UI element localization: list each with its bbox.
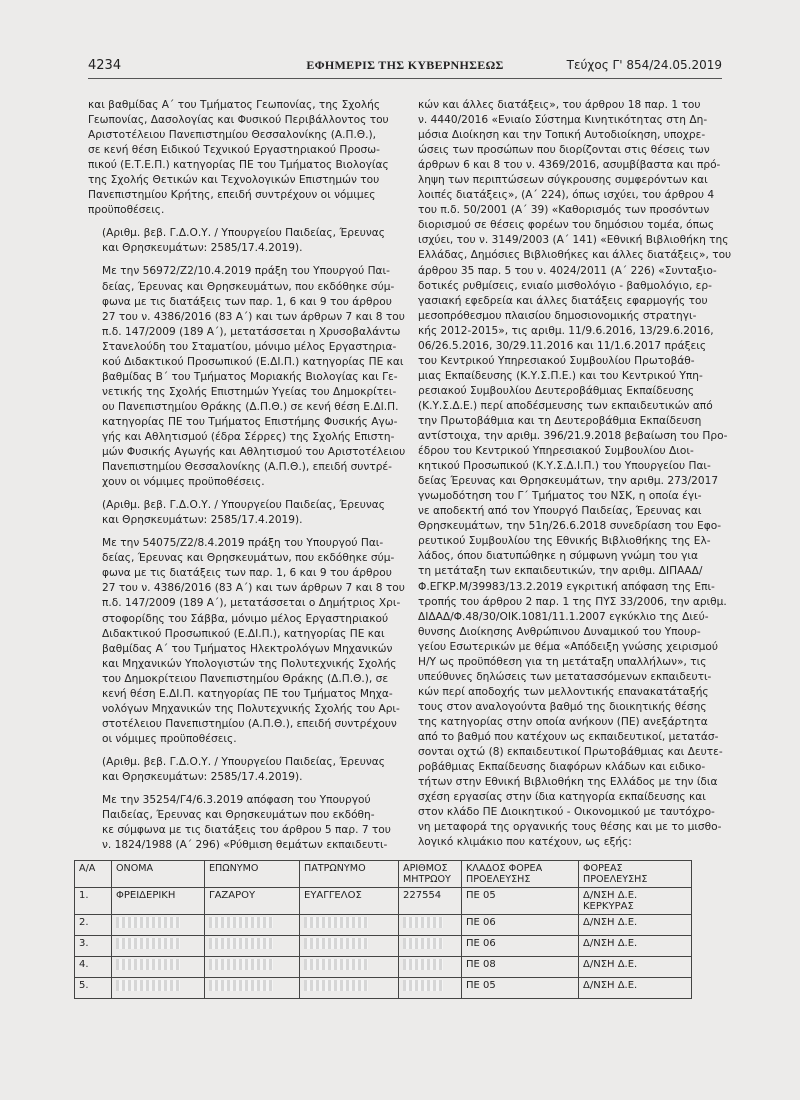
personnel-table <box>74 860 692 999</box>
text-line: Πανεπιστημίου Θεσσαλονίκης (Α.Π.Θ.), επειδή συντρέ- <box>102 461 392 474</box>
text-line: του Δημοκρίτειου Πανεπιστημίου Θράκης (Δ.Π.Θ.), σε <box>102 672 389 685</box>
cell-branch: ΠΕ 05 <box>462 888 579 915</box>
text-line: 27 του ν. 4386/2016 (83 Α΄) και των άρθρων 7 και 8 του <box>102 582 405 595</box>
text-line: μεσοπρόθεσμου πλαισίου δημοσιονομικής στρατηγι- <box>418 309 697 322</box>
redacted-block <box>116 938 180 949</box>
text-line: νολόγων Μηχανικών της Πολυτεχνικής Σχολής του Αρι- <box>102 702 400 715</box>
text-line: 06/26.5.2016, 30/29.11.2016 και 11/1.6.2017 πράξεις <box>418 339 707 352</box>
cell-father <box>300 957 399 978</box>
text-line: γής και Αθλητισμού (έδρα Σέρρες) της Σχολής Επιστη- <box>102 430 395 443</box>
text-line: νετικής της Σχολής Επιστημών Υγείας του Δημοκρίτει- <box>102 385 397 398</box>
text-line: (Αριθμ. βεβ. Γ.Δ.Ο.Υ. / Υπουργείου Παιδείας, Έρευνας <box>102 499 385 512</box>
text-line: δείας, Έρευνας και Θρησκευμάτων, που εκδόθηκε σύμ- <box>102 280 395 293</box>
redacted-block <box>209 917 273 928</box>
cell-branch: ΠΕ 08 <box>462 957 579 978</box>
cell-origin: Δ/ΝΣΗ Δ.Ε. <box>579 915 692 936</box>
header-registry: ΑΡΙΘΜΟΣ ΜΗΤΡΩΟΥ <box>399 861 462 888</box>
text-line: στοτέλειου Πανεπιστημίου (Α.Π.Θ.), επειδή συντρέχουν <box>102 717 397 730</box>
cell-name: ΦΡΕΙΔΕΡΙΚΗ <box>112 888 205 915</box>
text-line: της Σχολής Θετικών και Τεχνολογικών Επιστημών του <box>88 174 380 187</box>
cell-name <box>112 978 205 999</box>
text-line: γασιακή εφεδρεία και άλλες διατάξεις εφαρμογής του <box>418 294 708 307</box>
cell-branch: ΠΕ 06 <box>462 915 579 936</box>
cell-surname: ΓΑΖΑΡΟΥ <box>205 888 300 915</box>
cell-name <box>112 936 205 957</box>
cell-aa: 5. <box>75 978 112 999</box>
text-line: Με την 35254/Γ4/6.3.2019 απόφαση του Υπουργού <box>102 794 371 807</box>
text-line: Παιδείας, Έρευνας και Θρησκευμάτων που εκδόθη- <box>102 809 375 822</box>
text-line: μών Φυσικής Αγωγής και Αθλητισμού του Αριστοτέλειου <box>102 446 406 459</box>
text-line: Διδακτικού Προσωπικού (Ε.ΔΙ.Π.), κατηγορίας ΠΕ και <box>102 627 385 640</box>
text-line: νε αποδεκτή από τον Υπουργό Παιδείας, Έρευνας και <box>418 505 702 518</box>
left-column <box>88 98 404 861</box>
cell-origin: Δ/ΝΣΗ Δ.Ε. <box>579 936 692 957</box>
text-line: και Θρησκευμάτων: 2585/17.4.2019). <box>102 770 303 783</box>
header-name: ΟΝΟΜΑ <box>112 861 205 888</box>
paragraph <box>88 536 404 747</box>
text-line: (Αριθμ. βεβ. Γ.Δ.Ο.Υ. / Υπουργείου Παιδείας, Έρευνας <box>102 227 385 240</box>
cell-name <box>112 915 205 936</box>
text-line: λοιπές διατάξεις», (Α΄ 224), όπως ισχύει, του άρθρου 4 <box>418 189 715 202</box>
redacted-block <box>403 938 443 949</box>
text-line: την Πρωτοβάθμια και τη Δευτεροβάθμια Εκπαίδευση <box>418 414 702 427</box>
text-line: φωνα με τις διατάξεις των παρ. 1, 6 και 9 του άρθρου <box>102 295 392 308</box>
redacted-block <box>403 980 443 991</box>
table-row <box>75 915 692 936</box>
text-line: κατηγορίας ΠΕ του Τμήματος Επιστήμης Φυσικής Αγω- <box>102 415 398 428</box>
paragraph <box>88 98 404 218</box>
reference-note <box>88 498 404 528</box>
header-origin: ΦΟΡΕΑΣ ΠΡΟΕΛΕΥΣΗΣ <box>579 861 692 888</box>
text-line: προϋποθέσεις. <box>88 204 165 217</box>
redacted-block <box>116 980 180 991</box>
journal-title: ΕΦΗΜΕΡΙΣ ΤΗΣ ΚΥΒΕΡΝΗΣΕΩΣ <box>306 58 504 72</box>
text-line: σχέση εργασίας στην ίδια κατηγορία εκπαίδευσης και <box>418 791 706 804</box>
page-header <box>88 58 722 79</box>
text-line: Με την 54075/Ζ2/8.4.2019 πράξη του Υπουργού Παι- <box>102 537 384 550</box>
text-line: πικού (Ε.Τ.Ε.Π.) κατηγορίας ΠΕ του Τμήματος Βιολογίας <box>88 159 389 172</box>
text-line: τους στον αναλογούντα βαθμό της διοικητικής θέσης <box>418 700 707 713</box>
table-row <box>75 936 692 957</box>
redacted-block <box>304 917 368 928</box>
text-line: ισχύει, του ν. 3149/2003 (Α΄ 141) «Εθνική Βιβλιοθήκη της <box>418 234 729 247</box>
text-line: φωνα με τις διατάξεις των παρ. 1, 6 και 9 του άρθρου <box>102 567 392 580</box>
page-number: 4234 <box>88 58 122 73</box>
redacted-block <box>209 980 273 991</box>
text-line: και βαθμίδας Α΄ του Τμήματος Γεωπονίας, της Σχολής <box>88 99 381 111</box>
cell-father <box>300 936 399 957</box>
text-line: δοτικές ρυθμίσεις, ενιαίο μισθολόγιο - βαθμολόγιο, ερ- <box>418 279 712 292</box>
cell-aa: 1. <box>75 888 112 915</box>
text-line: άρθρου 35 παρ. 5 του ν. 4024/2011 (Α΄ 226) «Συνταξιο- <box>418 264 717 277</box>
text-line: ΔΙΔΑΔ/Φ.48/30/ΟΙΚ.1081/11.1.2007 εγκύκλιο της Διεύ- <box>418 610 709 623</box>
redacted-block <box>403 917 443 928</box>
table-row <box>75 957 692 978</box>
text-line: κενή θέση Ε.ΔΙ.Π. κατηγορίας ΠΕ του Τμήματος Μηχα- <box>102 687 393 700</box>
text-line: μιας Εκπαίδευσης (Κ.Υ.Σ.Π.Ε.) και του Κεντρικού Υπη- <box>418 369 703 382</box>
text-line: Φ.ΕΓΚΡ.Μ/39983/13.2.2019 εγκριτική απόφαση της Επι- <box>418 580 715 593</box>
text-line: (Κ.Υ.Σ.Δ.Ε.) περί αποδέσμευσης των εκπαιδευτικών από <box>418 399 713 412</box>
cell-surname <box>205 936 300 957</box>
text-line: μόσια Διοίκηση και την Τοπική Αυτοδιοίκηση, υποχρε- <box>418 129 706 142</box>
text-line: 27 του ν. 4386/2016 (83 Α΄) και των άρθρων 7 και 8 του <box>102 310 405 323</box>
text-line: αντίστοιχα, την αριθμ. 396/21.9.2018 βεβαίωση του Προ- <box>418 430 728 443</box>
cell-reg <box>399 915 462 936</box>
text-line: βαθμίδας Β΄ του Τμήματος Μοριακής Βιολογίας και Γε- <box>102 370 398 383</box>
cell-origin: Δ/ΝΣΗ Δ.Ε. ΚΕΡΚΥΡΑΣ <box>579 888 692 915</box>
text-line: στον κλάδο ΠΕ Διοικητικού - Οικονομικού με ταυτόχρο- <box>418 806 715 819</box>
text-line: σε κενή θέση Ειδικού Τεχνικού Εργαστηριακού Προσω- <box>88 144 380 157</box>
cell-surname <box>205 915 300 936</box>
text-line: νη μεταφορά της οργανικής τους θέσης και με το μισθο- <box>418 821 722 834</box>
header-branch: ΚΛΑΔΟΣ ΦΟΡΕΑ ΠΡΟΕΛΕΥΣΗΣ <box>462 861 579 888</box>
text-line: δείας Έρευνας και Θρησκευμάτων, την αριθμ. 273/2017 <box>418 475 719 488</box>
reference-note <box>88 755 404 785</box>
cell-aa: 2. <box>75 915 112 936</box>
text-line: τροπής του άρθρου 2 παρ. 1 της ΠΥΣ 33/2006, την αριθμ. <box>418 595 727 608</box>
issue-info: Τεύχος Γ' 854/24.05.2019 <box>566 58 722 72</box>
table-row <box>75 978 692 999</box>
text-line: Γεωπονίας, Δασολογίας και Φυσικού Περιβάλλοντος του <box>88 114 389 127</box>
text-line: ρεσιακού Συμβουλίου Δευτεροβάθμιας Εκπαίδευσης <box>418 384 695 397</box>
paragraph <box>418 98 732 850</box>
text-line: κής 2012-2015», τις αριθμ. 11/9.6.2016, 13/29.6.2016, <box>418 324 714 337</box>
table-header-row <box>75 861 692 888</box>
text-line: και Μηχανικών Υπολογιστών της Πολυτεχνικής Σχολής <box>102 657 397 670</box>
paragraph <box>88 264 404 490</box>
text-line: κητικού Προσωπικού (Κ.Υ.Σ.Δ.Ι.Π.) του Υπουργείου Παι- <box>418 460 711 473</box>
cell-reg <box>399 978 462 999</box>
redacted-block <box>304 980 368 991</box>
text-line: Η/Υ ως προϋπόθεση για τη μετάταξη υπαλλήλων», τις <box>418 655 707 668</box>
text-line: από το βαθμό που κατέχουν ως εκπαιδευτικοί, μετατάσ- <box>418 730 719 743</box>
cell-name <box>112 957 205 978</box>
text-line: και Θρησκευμάτων: 2585/17.4.2019). <box>102 242 303 255</box>
text-line: ροβάθμιας Εκπαίδευσης διαφόρων κλάδων και ειδικο- <box>418 761 706 774</box>
redacted-block <box>116 959 180 970</box>
text-line: Πανεπιστημίου Κρήτης, επειδή συντρέχουν οι νόμιμες <box>88 189 376 202</box>
text-line: άρθρων 6 και 8 του ν. 4369/2016, ασυμβίβαστα και πρό- <box>418 159 721 172</box>
text-line: του Κεντρικού Υπηρεσιακού Συμβουλίου Πρωτοβάθ- <box>418 354 695 367</box>
cell-aa: 3. <box>75 936 112 957</box>
cell-father <box>300 915 399 936</box>
text-line: Στανελούδη του Σταματίου, μόνιμο μέλος Εργαστηρια- <box>102 340 397 353</box>
text-line: κε σύμφωνα με τις διατάξεις του άρθρου 5 παρ. 7 του <box>102 824 391 837</box>
text-line: Με την 56972/Ζ2/10.4.2019 πράξη του Υπουργού Παι- <box>102 265 390 278</box>
text-line: στοφορίδης του Σάββα, μόνιμο μέλος Εργαστηριακού <box>102 612 389 625</box>
cell-origin: Δ/ΝΣΗ Δ.Ε. <box>579 957 692 978</box>
header-surname: ΕΠΩΝΥΜΟ <box>205 861 300 888</box>
text-line: σονται οχτώ (8) εκπαιδευτικοί Πρωτοβάθμιας και Δευτε- <box>418 746 723 759</box>
text-line: ώσεις των προσώπων που διορίζονται στις θέσεις των <box>418 144 710 157</box>
text-line: (Αριθμ. βεβ. Γ.Δ.Ο.Υ. / Υπουργείου Παιδείας, Έρευνας <box>102 755 385 768</box>
text-line: γείου Εσωτερικών με θέμα «Απόδειξη γνώσης χειρισμού <box>418 640 719 653</box>
header-father: ΠΑΤΡΩΝΥΜΟ <box>300 861 399 888</box>
text-line: κών και άλλες διατάξεις», του άρθρου 18 παρ. 1 του <box>418 99 701 111</box>
text-line: γνωμοδότηση του Γ΄ Τμήματος του ΝΣΚ, η οποία έγι- <box>418 490 702 503</box>
redacted-block <box>209 959 273 970</box>
text-line: π.δ. 147/2009 (189 Α΄), μετατάσσεται η Χρυσοβαλάντω <box>102 325 401 338</box>
text-line: Αριστοτέλειου Πανεπιστημίου Θεσσαλονίκης (Α.Π.Θ.), <box>88 129 377 142</box>
cell-reg <box>399 957 462 978</box>
cell-origin: Δ/ΝΣΗ Δ.Ε. <box>579 978 692 999</box>
paragraph <box>88 793 404 853</box>
text-line: της κατηγορίας στην οποία ανήκουν (ΠΕ) ανεξάρτητα <box>418 715 708 728</box>
cell-reg <box>399 936 462 957</box>
table-body <box>75 888 692 999</box>
text-line: κού Διδακτικού Προσωπικού (Ε.ΔΙ.Π.) κατηγορίας ΠΕ και <box>102 355 404 368</box>
redacted-block <box>209 938 273 949</box>
text-line: ν. 4440/2016 «Ενιαίο Σύστημα Κινητικότητας στη Δη- <box>418 114 708 127</box>
text-line: θυνσης Διοίκησης Ανθρώπινου Δυναμικού του Υπουρ- <box>418 625 701 638</box>
text-line: χουν οι νόμιμες προϋποθέσεις. <box>102 476 265 489</box>
text-line: ληψη των περιπτώσεων σύγκρουσης συμφερόντων και <box>418 174 708 187</box>
cell-aa: 4. <box>75 957 112 978</box>
text-line: τη μετάταξη των εκπαιδευτικών, την αριθμ. ΔΙΠΑΑΔ/ <box>418 565 703 578</box>
cell-reg: 227554 <box>399 888 462 915</box>
cell-branch: ΠΕ 05 <box>462 978 579 999</box>
text-line: Ελλάδας, Δημόσιες Βιβλιοθήκες και άλλες διατάξεις», του <box>418 249 732 262</box>
reference-note <box>88 226 404 256</box>
text-line: ν. 1824/1988 (Α΄ 296) «Ρύθμιση θεμάτων εκπαιδευτι- <box>102 839 388 852</box>
redacted-block <box>304 959 368 970</box>
text-line: του π.δ. 50/2001 (Α΄ 39) «Καθορισμός των προσόντων <box>418 204 710 217</box>
cell-surname <box>205 978 300 999</box>
cell-surname <box>205 957 300 978</box>
text-line: έδρου του Κεντρικού Υπηρεσιακού Συμβουλίου Διοι- <box>418 445 694 458</box>
text-line: λογικό κλιμάκιο που κατέχουν, ως εξής: <box>418 836 632 849</box>
text-line: ου Πανεπιστημίου Θράκης (Δ.Π.Θ.) σε κενή θέση Ε.ΔΙ.Π. <box>102 400 399 413</box>
text-line: βαθμίδας Α΄ του Τμήματος Ηλεκτρολόγων Μηχανικών <box>102 642 393 655</box>
text-line: π.δ. 147/2009 (189 Α΄), μετατάσσεται ο Δημήτριος Χρι- <box>102 597 401 610</box>
text-line: λάδος, όπου διατυπώθηκε η σύμφωνη γνώμη του για <box>418 550 698 563</box>
table-row <box>75 888 692 915</box>
right-column <box>418 98 732 858</box>
text-line: τήτων στην Εθνική Βιβλιοθήκη της Ελλάδος με την ίδια <box>418 776 718 789</box>
text-line: ρευτικού Συμβουλίου της Εθνικής Βιβλιοθήκης της Ελ- <box>418 535 711 548</box>
redacted-block <box>116 917 180 928</box>
text-line: και Θρησκευμάτων: 2585/17.4.2019). <box>102 514 303 527</box>
text-line: Θρησκευμάτων, την 51η/26.6.2018 συνεδρίαση του Εφο- <box>418 520 722 533</box>
cell-branch: ΠΕ 06 <box>462 936 579 957</box>
header-aa: Α/Α <box>75 861 112 888</box>
text-line: οι νόμιμες προϋποθέσεις. <box>102 732 237 745</box>
text-line: κών περί αποδοχής των μελλοντικής επανακατάταξής <box>418 685 709 698</box>
text-line: δείας, Έρευνας και Θρησκευμάτων, που εκδόθηκε σύμ- <box>102 552 395 565</box>
redacted-block <box>304 938 368 949</box>
cell-father <box>300 978 399 999</box>
text-line: διορισμού σε θέσεις φορέων του δημόσιου τομέα, όπως <box>418 219 715 232</box>
text-line: υπεύθυνες δηλώσεις των μετατασσόμενων εκπαιδευτι- <box>418 670 712 683</box>
cell-father: ΕΥΑΓΓΕΛΟΣ <box>300 888 399 915</box>
redacted-block <box>403 959 443 970</box>
